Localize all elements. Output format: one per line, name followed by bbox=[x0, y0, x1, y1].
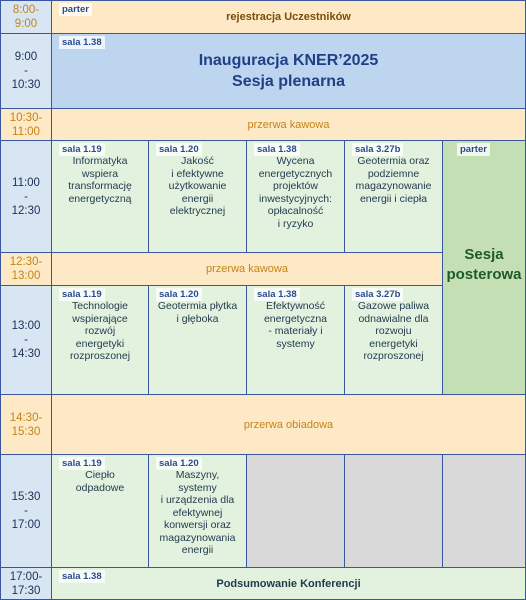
title-line: magazynowanie bbox=[355, 180, 432, 192]
poster-title-line: Sesja bbox=[464, 246, 504, 263]
title-line: systemy bbox=[178, 481, 217, 494]
time-line: - bbox=[24, 65, 28, 77]
poster-title-line: posterowa bbox=[446, 266, 522, 283]
lunch-break-cell bbox=[51, 394, 526, 455]
room-label: sala 3.27b bbox=[352, 143, 403, 156]
title-line: rozwoju bbox=[375, 325, 412, 337]
room-label: sala 1.19 bbox=[59, 457, 105, 470]
poster-session-cell bbox=[442, 140, 526, 395]
empty-cell bbox=[246, 454, 345, 568]
empty-cell bbox=[442, 454, 526, 568]
time-line: 15:30 bbox=[11, 425, 41, 438]
title-line: rozproszonej bbox=[69, 350, 131, 362]
plenary-subtitle-line: Sesja plenarna bbox=[232, 73, 345, 90]
title-line: podziemne bbox=[367, 167, 420, 180]
session-cell bbox=[148, 454, 247, 568]
room-label: sala 1.20 bbox=[156, 143, 202, 156]
room-label: sala 1.19 bbox=[59, 143, 105, 156]
time-line: 9:00 bbox=[14, 51, 38, 63]
title-line: transformację bbox=[68, 180, 132, 192]
session-title bbox=[149, 469, 246, 557]
session-cell bbox=[344, 140, 443, 253]
session-cell bbox=[51, 140, 149, 253]
room-label: parter bbox=[59, 3, 92, 16]
time-cell-session-1 bbox=[0, 140, 52, 253]
title-line: wspiera bbox=[81, 167, 119, 180]
title-line: inwestycyjnych: bbox=[259, 192, 332, 205]
room-label: sala 1.38 bbox=[59, 36, 105, 49]
room-label: sala 1.20 bbox=[156, 457, 202, 470]
title-line: rozwój bbox=[84, 325, 116, 337]
title-line: energii i ciepła bbox=[359, 192, 428, 205]
title-line: magazynowania bbox=[159, 531, 236, 544]
time-line: 17:00- bbox=[9, 570, 43, 583]
session-title bbox=[52, 300, 148, 363]
title-line: i ryzyko bbox=[277, 217, 314, 230]
summary-cell bbox=[51, 567, 526, 600]
title-line: rozproszonej bbox=[363, 350, 424, 362]
registration-cell bbox=[51, 0, 526, 34]
session-cell bbox=[148, 140, 247, 253]
time-line: 10:30- bbox=[9, 111, 43, 124]
title-line: Geotermia oraz bbox=[357, 155, 430, 167]
plenary-title-line: Inauguracja KNER’2025 bbox=[198, 52, 379, 69]
title-line: i głęboka bbox=[176, 312, 219, 325]
time-line: 11:00 bbox=[12, 125, 40, 138]
session-cell bbox=[344, 285, 443, 395]
title-line: Gazowe paliwa bbox=[357, 300, 430, 312]
title-line: Wycena bbox=[276, 155, 315, 167]
title-line: odnawialne dla bbox=[358, 312, 429, 325]
time-line: 11:00 bbox=[12, 176, 40, 189]
session-title bbox=[247, 300, 344, 350]
poster-title bbox=[443, 245, 525, 285]
time-line: 12:30- bbox=[9, 256, 43, 268]
title-line: energetyki bbox=[75, 337, 125, 350]
session-cell bbox=[246, 140, 345, 253]
time-line: - bbox=[24, 505, 28, 517]
title-line: elektrycznej bbox=[169, 205, 226, 217]
room-label: sala 1.38 bbox=[254, 288, 300, 301]
title-line: energetyczną bbox=[68, 192, 132, 205]
title-line: systemy bbox=[276, 337, 315, 350]
time-line: 17:30 bbox=[11, 584, 41, 597]
room-label: sala 1.38 bbox=[254, 143, 300, 156]
title-line: Ciepło bbox=[85, 469, 115, 481]
registration-text: rejestracja Uczestników bbox=[226, 11, 351, 23]
time-cell-break-2 bbox=[0, 252, 52, 286]
title-line: - materiały i bbox=[268, 325, 323, 337]
coffee-break-cell bbox=[51, 108, 526, 141]
time-cell-break-1 bbox=[0, 108, 52, 141]
title-line: konwersji oraz bbox=[163, 519, 232, 531]
time-line: 10:30 bbox=[11, 79, 41, 91]
time-line: 12:30 bbox=[11, 204, 41, 217]
break-text: przerwa kawowa bbox=[206, 263, 288, 275]
time-cell-plenary bbox=[0, 33, 52, 109]
plenary-title bbox=[52, 50, 525, 92]
room-label: parter bbox=[457, 143, 490, 156]
time-line: 13:00 bbox=[11, 320, 41, 332]
title-line: Jakość bbox=[181, 155, 214, 167]
time-cell-session-2 bbox=[0, 285, 52, 395]
room-label: sala 1.20 bbox=[156, 288, 202, 301]
empty-cell bbox=[344, 454, 443, 568]
time-line: 14:30 bbox=[11, 348, 41, 360]
title-line: projektów bbox=[273, 180, 318, 192]
session-title bbox=[345, 155, 442, 205]
time-cell-lunch bbox=[0, 394, 52, 455]
title-line: energetyki bbox=[369, 337, 418, 350]
title-line: energetycznych bbox=[258, 167, 333, 180]
session-title bbox=[149, 300, 246, 325]
time-line: 8:00- bbox=[12, 4, 40, 16]
title-line: Maszyny, bbox=[175, 469, 220, 481]
title-line: energii bbox=[181, 192, 214, 205]
session-title bbox=[247, 155, 344, 230]
time-line: - bbox=[24, 190, 28, 203]
break-text: przerwa kawowa bbox=[247, 118, 330, 131]
title-line: opłacalność bbox=[267, 205, 324, 217]
title-line: efektywnej bbox=[172, 506, 223, 519]
room-label: sala 1.38 bbox=[59, 570, 105, 583]
title-line: energetyczna bbox=[263, 312, 328, 325]
session-cell bbox=[148, 285, 247, 395]
plenary-session-cell bbox=[51, 33, 526, 109]
time-cell-summary bbox=[0, 567, 52, 600]
summary-text: Podsumowanie Konferencji bbox=[216, 577, 361, 590]
time-line: 15:30 bbox=[11, 491, 41, 503]
session-cell bbox=[246, 285, 345, 395]
title-line: i efektywne bbox=[171, 167, 224, 180]
title-line: energii bbox=[181, 544, 214, 556]
session-title bbox=[345, 300, 442, 363]
session-title bbox=[149, 155, 246, 218]
session-cell bbox=[51, 285, 149, 395]
title-line: Efektywność bbox=[266, 300, 325, 312]
break-text: przerwa obiadowa bbox=[243, 418, 334, 431]
time-line: 17:00 bbox=[11, 519, 41, 531]
coffee-break-cell bbox=[51, 252, 443, 286]
time-cell-session-3 bbox=[0, 454, 52, 568]
time-line: - bbox=[24, 334, 28, 346]
time-line: 9:00 bbox=[14, 18, 38, 30]
room-label: sala 1.19 bbox=[59, 288, 105, 301]
title-line: użytkowanie bbox=[168, 180, 227, 192]
title-line: i urządzenia dla bbox=[160, 494, 235, 506]
session-title bbox=[52, 155, 148, 205]
time-cell-registration bbox=[0, 0, 52, 34]
session-title bbox=[52, 469, 148, 494]
time-line: 14:30- bbox=[9, 411, 43, 424]
room-label: sala 3.27b bbox=[352, 288, 403, 301]
title-line: wspierające bbox=[72, 312, 128, 325]
title-line: Technologie bbox=[71, 300, 129, 312]
session-cell bbox=[51, 454, 149, 568]
title-line: Informatyka bbox=[72, 155, 128, 167]
time-line: 13:00 bbox=[11, 270, 41, 282]
title-line: Geotermia płytka bbox=[157, 300, 238, 312]
title-line: odpadowe bbox=[75, 481, 125, 494]
